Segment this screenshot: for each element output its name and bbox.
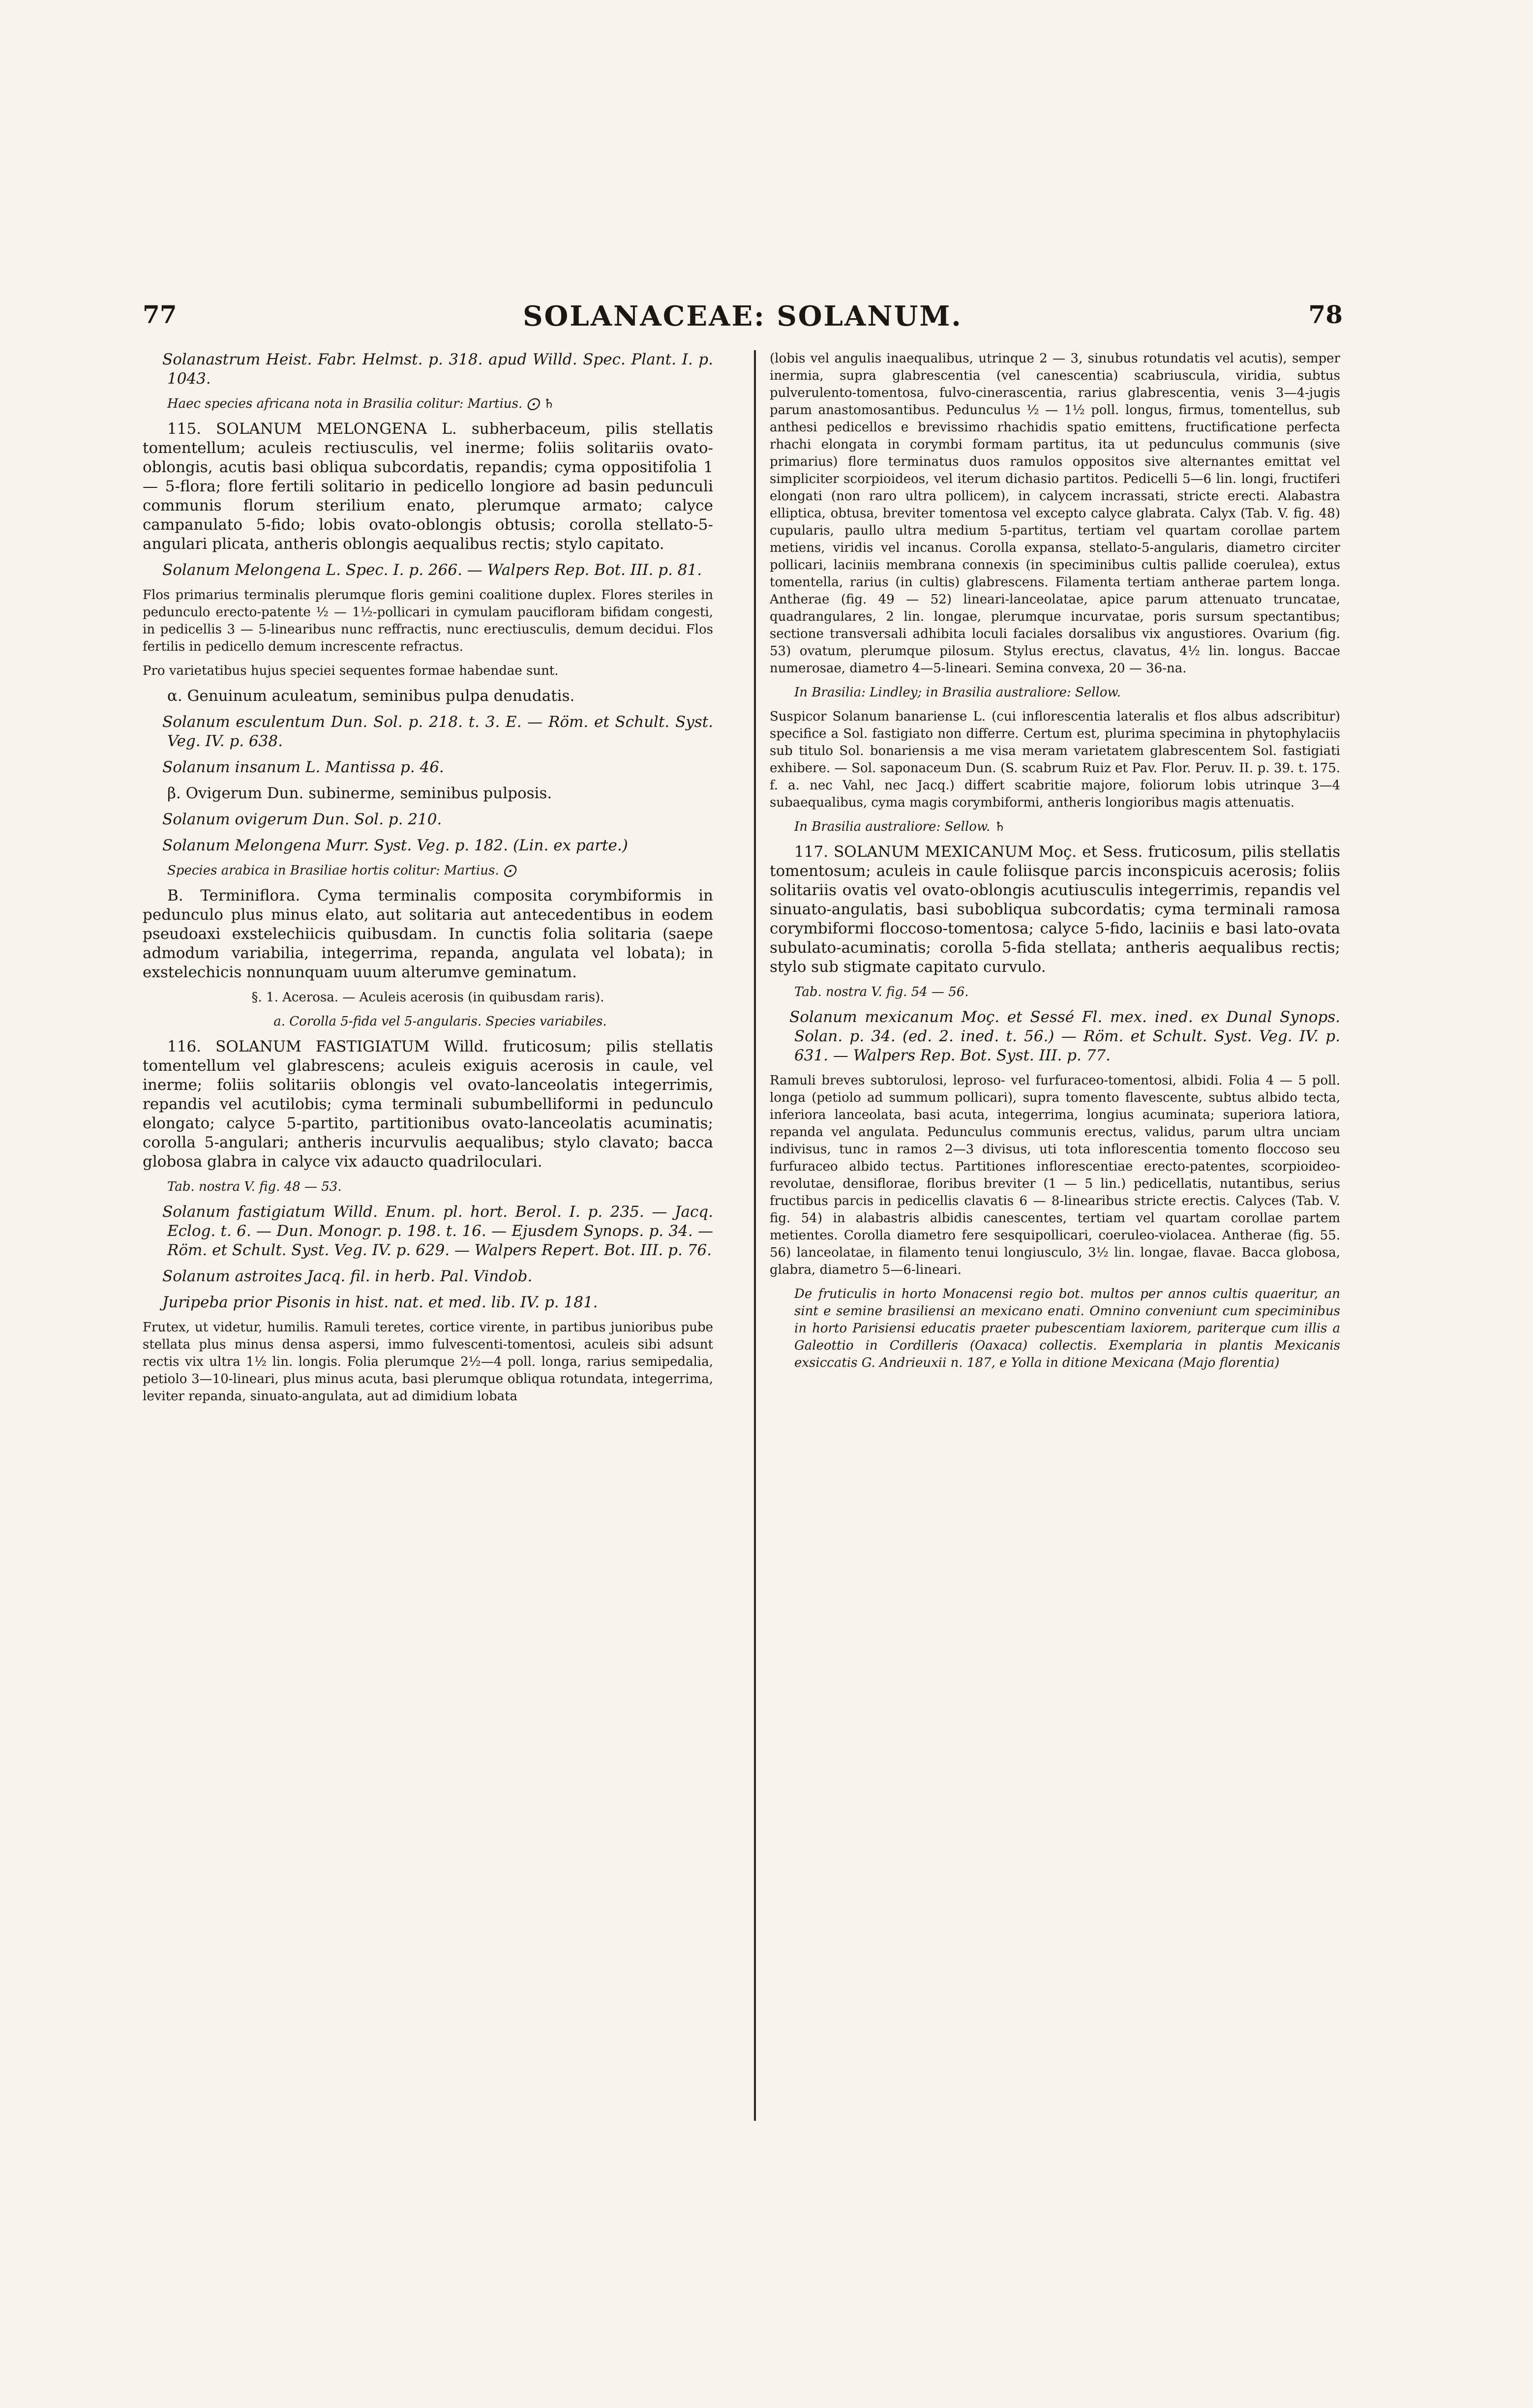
paragraph-l18: Tab. nostra V. fig. 48 — 53. — [167, 1179, 342, 1194]
paragraph-l4: Solanum Melongena L. Spec. I. p. 266. — Walpers Rep. Bot. III. p. 81. — [162, 561, 702, 579]
running-title: SOLANACEAE: SOLANUM. — [523, 300, 962, 332]
paragraph-l14: B. Terminiflora. Cyma terminalis composita corymbiformis in pedunculo plus minus elato, aut solitaria aut antecedentibus in eodem pseudoaxi exstelechiicis quibusdam. In cunctis folia solitaria (saepe admodum variabilia, integerrima, repanda, angulata vel lobata); in exstelechicis nonnunquam uuum alterumve geminatum. — [143, 887, 713, 981]
paragraph-r8: Ramuli breves subtorulosi, leproso- vel furfuraceo-tomentosi, albidi. Folia 4 — 5 poll. longa (petiolo ad summum pollicari), supra tomento flavescente, subtus albido tecta, inferiora lanceolata, basi acuta, integerrima, longius acuminata; superiora latiora, repanda vel angulata. Pedunculus communis erectus, validus, parum ultra unciam indivisus, tunc in ramos 2—3 divisus, uti tota inflorescentia tomento floccoso seu furfuraceo albido tectus. Partitiones inflorescentiae erecto-patentes, scorpioideo-revolutae, densiflorae, floribus breviter (1 — 5 lin.) pedicellatis, nutantibus, serius fructibus parcis in pedicellis clavatis 6 — 8-linearibus stricte erectis. Calyces (Tab. V. fig. 54) in alabastris albidis canescentes, tertiam vel quartam corollae partem metientes. Corolla diametro fere sesquipollicari, coeruleo-violacea. Antherae (fig. 55. 56) lanceolatae, in filamento tenui longiusculo, 3½ lin. longae, flavae. Bacca globosa, glabra, diametro 5—6-lineari. — [770, 1073, 1340, 1277]
paragraph-l12: Solanum Melongena Murr. Syst. Veg. p. 182. (Lin. ex parte.) — [162, 837, 628, 854]
page-header — [143, 300, 1343, 334]
paragraph-l6: Pro varietatibus hujus speciei sequentes formae habendae sunt. — [143, 663, 559, 678]
paragraph-l5: Flos primarius terminalis plerumque floris gemini coalitione duplex. Flores steriles in pedunculo erecto-patente ½ — 1½-pollicari in cymulam paucifloram bifidam congesti, in pedicellis 3 — 5-linearibus nunc reffractis, nunc erectiusculis, demum decidui. Flos fertilis in pedicello demum increscente refractus. — [143, 588, 713, 654]
paragraph-r4: In Brasilia australiore: Sellow. ♄ — [794, 819, 1006, 834]
paragraph-l8: Solanum esculentum Dun. Sol. p. 218. t. 3. E. — Röm. et Schult. Syst. Veg. IV. p. 638. — [162, 713, 713, 750]
paragraph-r2: In Brasilia: Lindley; in Brasilia australiore: Sellow. — [794, 685, 1121, 700]
paragraph-r9: De fruticulis in horto Monacensi regio bot. multos per annos cultis quaeritur, an sint e semine brasiliensi an mexicano enati. Omnino conveniunt cum speciminibus in horto Parisiensi educatis praeter pubescentiam laxiorem, pariterque cum illis a Galeottio in Cordilleris (Oaxaca) collectis. Exemplaria in plantis Mexicanis exsiccatis G. Andrieuxii n. 187, e Yolla in ditione Mexicana (Majo florentia) — [794, 1287, 1340, 1370]
paragraph-l7: α. Genuinum aculeatum, seminibus pulpa denudatis. — [167, 687, 575, 705]
page-number-right: 78 — [1308, 300, 1343, 329]
paragraph-l10: β. Ovigerum Dun. subinerme, seminibus pulposis. — [167, 784, 552, 802]
paragraph-l15: §. 1. Acerosa. — Aculeis acerosis (in quibusdam raris). — [251, 990, 604, 1005]
paragraph-r7: Solanum mexicanum Moç. et Sessé Fl. mex. ined. ex Dunal Synops. Solan. p. 34. (ed. 2. ined. t. 56.) — Röm. et Schult. Syst. Veg. IV. p. 631. — Walpers Rep. Bot. Syst. III. p. 77. — [789, 1008, 1340, 1064]
paragraph-l21: Juripeba prior Pisonis in hist. nat. et med. lib. IV. p. 181. — [162, 1294, 598, 1311]
paragraph-l17: 116. SOLANUM FASTIGIATUM Willd. fruticosum; pilis stellatis tomentellum vel glabrescens; aculeis exiguis acerosis in caule, vel inerme; foliis solitariis oblongis vel ovato-lanceolatis integerrimis, repandis vel acutilobis; cyma terminali subumbelliformi in pedunculo elongato; calyce 5-partito, partitionibus ovato-lanceolatis acuminatis; corolla 5-angulari; antheris incurvulis aequalibus; stylo clavato; bacca globosa glabra in calyce vix adaucto quadriloculari. — [143, 1038, 713, 1171]
left-column — [143, 350, 713, 2131]
paragraph-r3: Suspicor Solanum banariense L. (cui inflorescentia lateralis et flos albus adscribitur) specifice a Sol. fastigiato non differre. Certum est, plurima specimina in phytophylaciis sub titulo Sol. bonariensis a me visa meram varietatem glabrescentem Sol. fastigiati exhibere. — Sol. saponaceum Dun. (S. scabrum Ruiz et Pav. Flor. Peruv. II. p. 39. t. 175. f. a. nec Vahl, nec Jacq.) differt scabritie majore, foliorum lobis utrinque 3—4 subaequalibus, cyma magis corymbiformi, antheris longioribus magis attenuatis. — [770, 709, 1340, 810]
paragraph-r5: 117. SOLANUM MEXICANUM Moç. et Sess. fruticosum, pilis stellatis tomentosum; aculeis in caule foliisque parcis inconspicuis acerosis; foliis solitariis ovatis vel ovato-oblongis acutiusculis integerrimis, repandis vel sinuato-angulatis, basi subobliqua subcordatis; cyma terminali ramosa corymbiformi floccoso-tomentosa; calyce 5-fido, laciniis e basi lato-ovata subulato-acuminatis; corolla 5-fida stellata; antheris aequalibus rectis; stylo sub stigmate capitato curvulo. — [770, 843, 1340, 976]
column-divider — [754, 350, 756, 2121]
paragraph-l2: Haec species africana nota in Brasilia colitur: Martius. ⨀ ♄ — [167, 396, 555, 411]
paragraph-l3: 115. SOLANUM MELONGENA L. subherbaceum, pilis stellatis tomentellum; aculeis rectiusculis, vel inerme; foliis solitariis ovato-oblongis, acutis basi obliqua subcordatis, repandis; cyma oppositifolia 1 — 5-flora; flore fertili solitario in pedicello longiore ad basin pedunculi communis florum sterilium enato, plerumque armato; calyce campanulato 5-fido; lobis ovato-oblongis obtusis; corolla stellato-5-angulari plicata, antheris oblongis aequalibus rectis; stylo capitato. — [143, 420, 713, 553]
paragraph-l22: Frutex, ut videtur, humilis. Ramuli teretes, cortice virente, in partibus junioribus pube stellata plus minus densa aspersi, immo fulvescenti-tomentosi, aculeis sibi adsunt rectis vix ultra 1½ lin. longis. Folia plerumque 2½—4 poll. longa, rarius semipedalia, petiolo 3—10-lineari, plus minus acuta, basi plerumque obliqua rotundata, integerrima, leviter repanda, sinuato-angulata, aut ad dimidium lobata — [143, 1320, 713, 1404]
paragraph-l16: a. Corolla 5-fida vel 5-angularis. Species variabiles. — [273, 1014, 607, 1029]
paragraph-l13: Species arabica in Brasiliae hortis colitur: Martius. ⨀ — [167, 863, 516, 878]
right-column — [770, 350, 1340, 2131]
paragraph-l11: Solanum ovigerum Dun. Sol. p. 210. — [162, 811, 442, 828]
page-number-left: 77 — [143, 300, 177, 329]
paragraph-l9: Solanum insanum L. Mantissa p. 46. — [162, 758, 444, 776]
paragraph-r6: Tab. nostra V. fig. 54 — 56. — [794, 985, 969, 999]
paragraph-l20: Solanum astroites Jacq. fil. in herb. Pal. Vindob. — [162, 1267, 533, 1285]
paragraph-r1: (lobis vel angulis inaequalibus, utrinque 2 — 3, sinubus rotundatis vel acutis), semper inermia, supra glabrescentia (vel canescentia) scabriuscula, viridia, subtus pulverulento-tomentosa, fulvo-cinerascentia, rarius glabrescentia, venis 3—4-jugis parum anastomosantibus. Pedunculus ½ — 1½ poll. longus, firmus, tomentellus, sub anthesi pedicellos e brevissimo rhachidis spatio emittens, fructificatione perfecta rhachi elongata in corymbi formam partitus, ita ut pedunculus communis (sive primarius) flore terminatus duos ramulos oppositos sive alternantes emittat vel simpliciter scorpioideos, vel iterum dichasio partitos. Pedicelli 5—6 lin. longi, fructiferi elongati (non raro ultra pollicem), in calycem incrassati, stricte erecti. Alabastra elliptica, obtusa, breviter tomentosa vel excepto calyce glabrata. Calyx (Tab. V. fig. 48) cupularis, paullo ultra medium 5-partitus, tertiam vel quartam corollae partem metiens, viridis vel incanus. Corolla expansa, stellato-5-angularis, diametro circiter pollicari, laciniis membrana connexis (in speciminibus cultis pallide coerulea), extus tomentella, rarius (in cultis) glabrescens. Filamenta tertiam antherae partem longa. Antherae (fig. 49 — 52) lineari-lanceolatae, apice parum attenuato truncatae, quadrangulares, 2 lin. longae, plerumque incurvatae, poris sursum spectantibus; sectione transversali adhibita loculi faciales dorsalibus vix angustiores. Ovarium (fig. 53) ovatum, plerumque pilosum. Stylus erectus, clavatus, 4½ lin. longus. Baccae numerosae, diametro 4—5-lineari. Semina convexa, 20 — 36-na. — [770, 351, 1340, 676]
paragraph-l19: Solanum fastigiatum Willd. Enum. pl. hort. Berol. I. p. 235. — Jacq. Eclog. t. 6. — Dun. Monogr. p. 198. t. 16. — Ejusdem Synops. p. 34. — Röm. et Schult. Syst. Veg. IV. p. 629. — Walpers Repert. Bot. III. p. 76. — [162, 1203, 713, 1259]
paragraph-l1: Solanastrum Heist. Fabr. Helmst. p. 318. apud Willd. Spec. Plant. I. p. 1043. — [162, 351, 713, 388]
